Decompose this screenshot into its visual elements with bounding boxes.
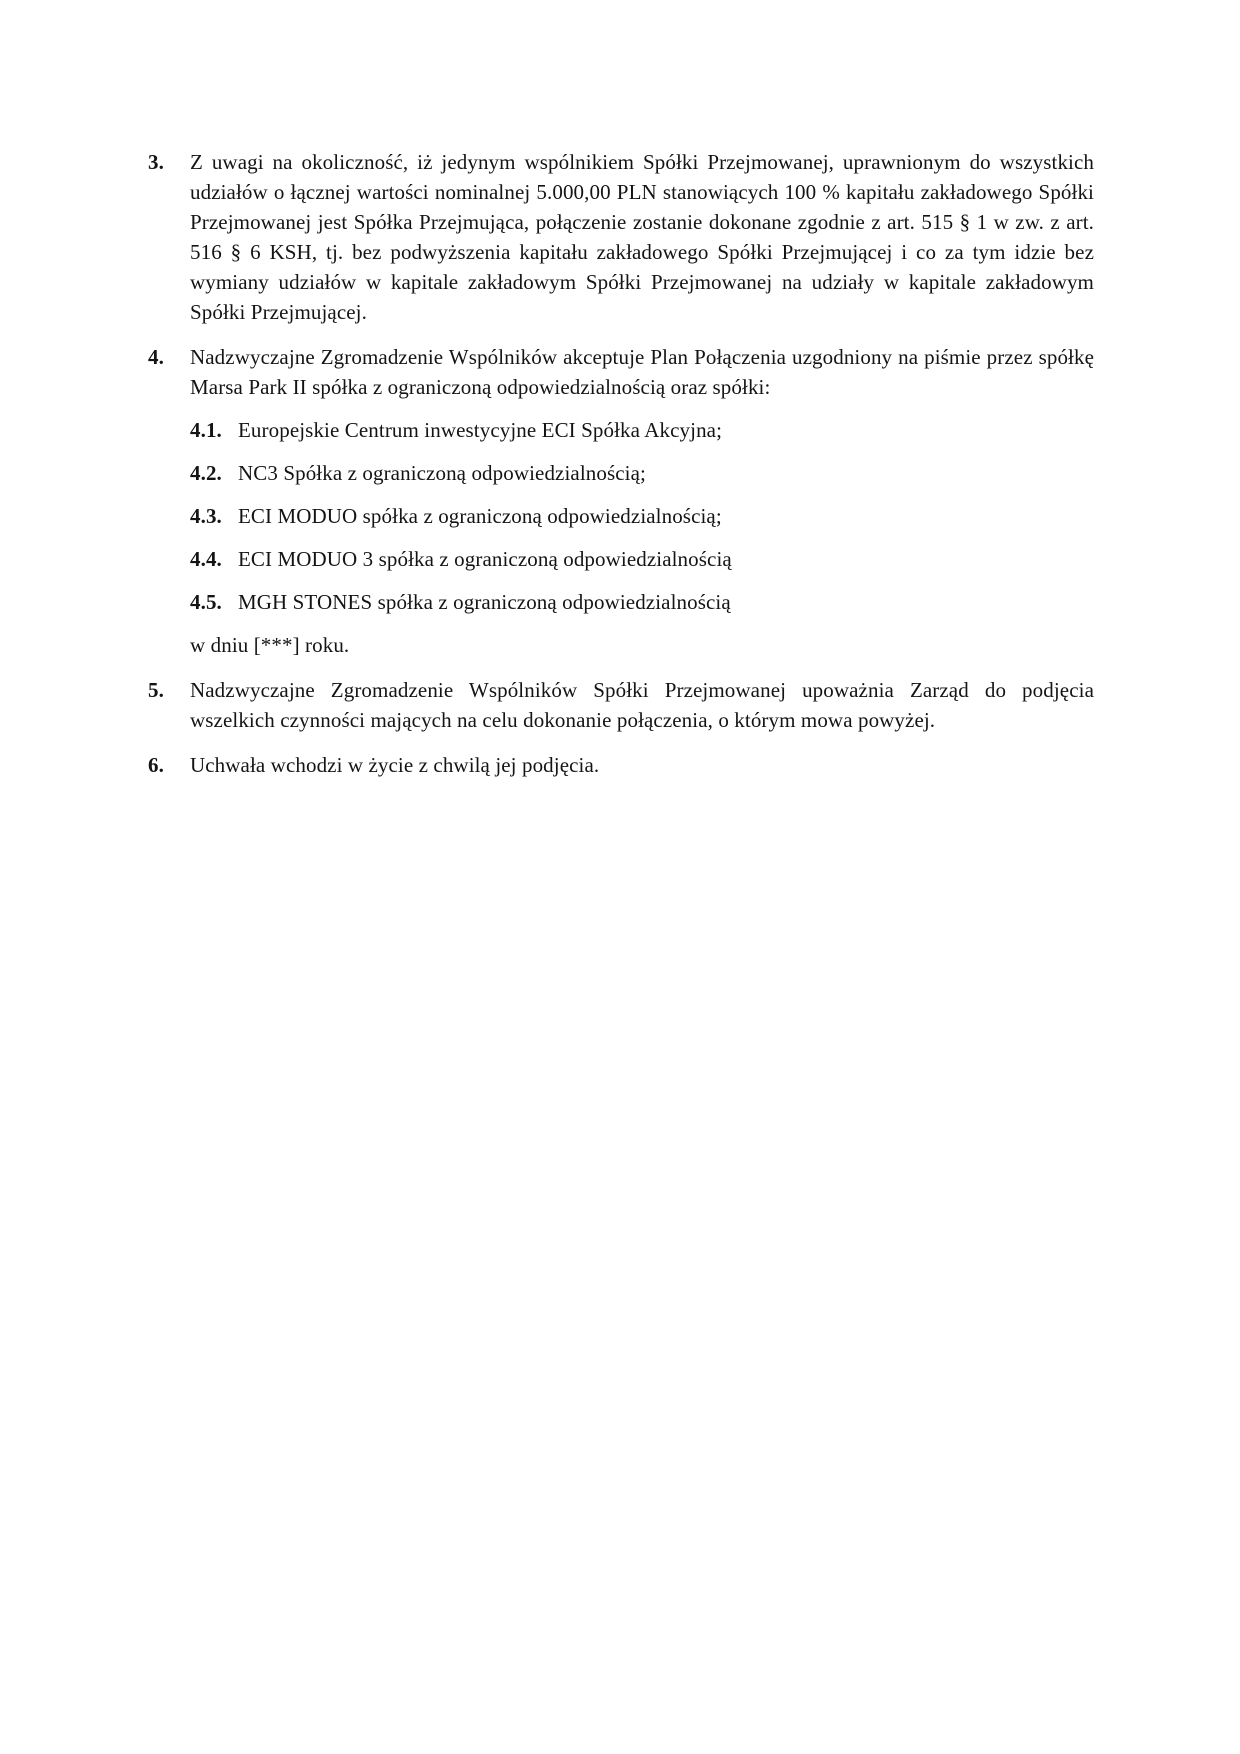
sub-item-text: ECI MODUO spółka z ograniczoną odpowiedzialnością;: [238, 504, 722, 528]
item-text: Uchwała wchodzi w życie z chwilą jej podjęcia.: [190, 753, 600, 777]
item-closing-text: w dniu [***] roku.: [190, 633, 350, 657]
item-number: 5.: [148, 678, 164, 702]
sub-item-number: 4.3.: [190, 504, 222, 528]
list-item-5: [148, 675, 1094, 735]
item-number: 6.: [148, 753, 164, 777]
list-item-3: [148, 147, 1094, 327]
resolution-list: [148, 147, 1094, 780]
sub-item-number: 4.5.: [190, 590, 222, 614]
sub-item-text: NC3 Spółka z ograniczoną odpowiedzialnością;: [238, 461, 646, 485]
sub-item-4-1: [190, 415, 1094, 445]
sub-item-4-3: [190, 501, 1094, 531]
sub-item-text: Europejskie Centrum inwestycyjne ECI Spółka Akcyjna;: [238, 418, 723, 442]
sub-item-number: 4.1.: [190, 418, 222, 442]
sub-item-4-4: [190, 544, 1094, 574]
sub-item-number: 4.2.: [190, 461, 222, 485]
list-item-6: [148, 750, 1094, 780]
item-text: Nadzwyczajne Zgromadzenie Wspólników akceptuje Plan Połączenia uzgodniony na piśmie przez spółkę Marsa Park II spółka z ograniczoną odpowiedzialnością oraz spółki:: [190, 345, 1094, 399]
sub-item-text: MGH STONES spółka z ograniczoną odpowiedzialnością: [238, 590, 731, 614]
item-number: 4.: [148, 345, 164, 369]
item-text: Nadzwyczajne Zgromadzenie Wspólników Spółki Przejmowanej upoważnia Zarząd do podjęcia wszelkich czynności mających na celu dokonanie połączenia, o którym mowa powyżej.: [190, 678, 1094, 732]
item-text: Z uwagi na okoliczność, iż jedynym wspólnikiem Spółki Przejmowanej, uprawnionym do wszystkich udziałów o łącznej wartości nominalnej 5.000,00 PLN stanowiących 100 % kapitału zakładowego Spółki Przejmowanej jest Spółka Przejmująca, połączenie zostanie dokonane zgodnie z art. 515 § 1 w zw. z art. 516 § 6 KSH, tj. bez podwyższenia kapitału zakładowego Spółki Przejmującej i co za tym idzie bez wymiany udziałów w kapitale zakładowym Spółki Przejmowanej na udziały w kapitale zakładowym Spółki Przejmującej.: [190, 150, 1094, 324]
item-body: [190, 342, 1094, 660]
sub-item-4-2: [190, 458, 1094, 488]
sub-item-number: 4.4.: [190, 547, 222, 571]
sub-item-text: ECI MODUO 3 spółka z ograniczoną odpowiedzialnością: [238, 547, 732, 571]
item-number: 3.: [148, 150, 164, 174]
list-item-4: [148, 342, 1094, 660]
sub-item-4-5: [190, 587, 1094, 617]
